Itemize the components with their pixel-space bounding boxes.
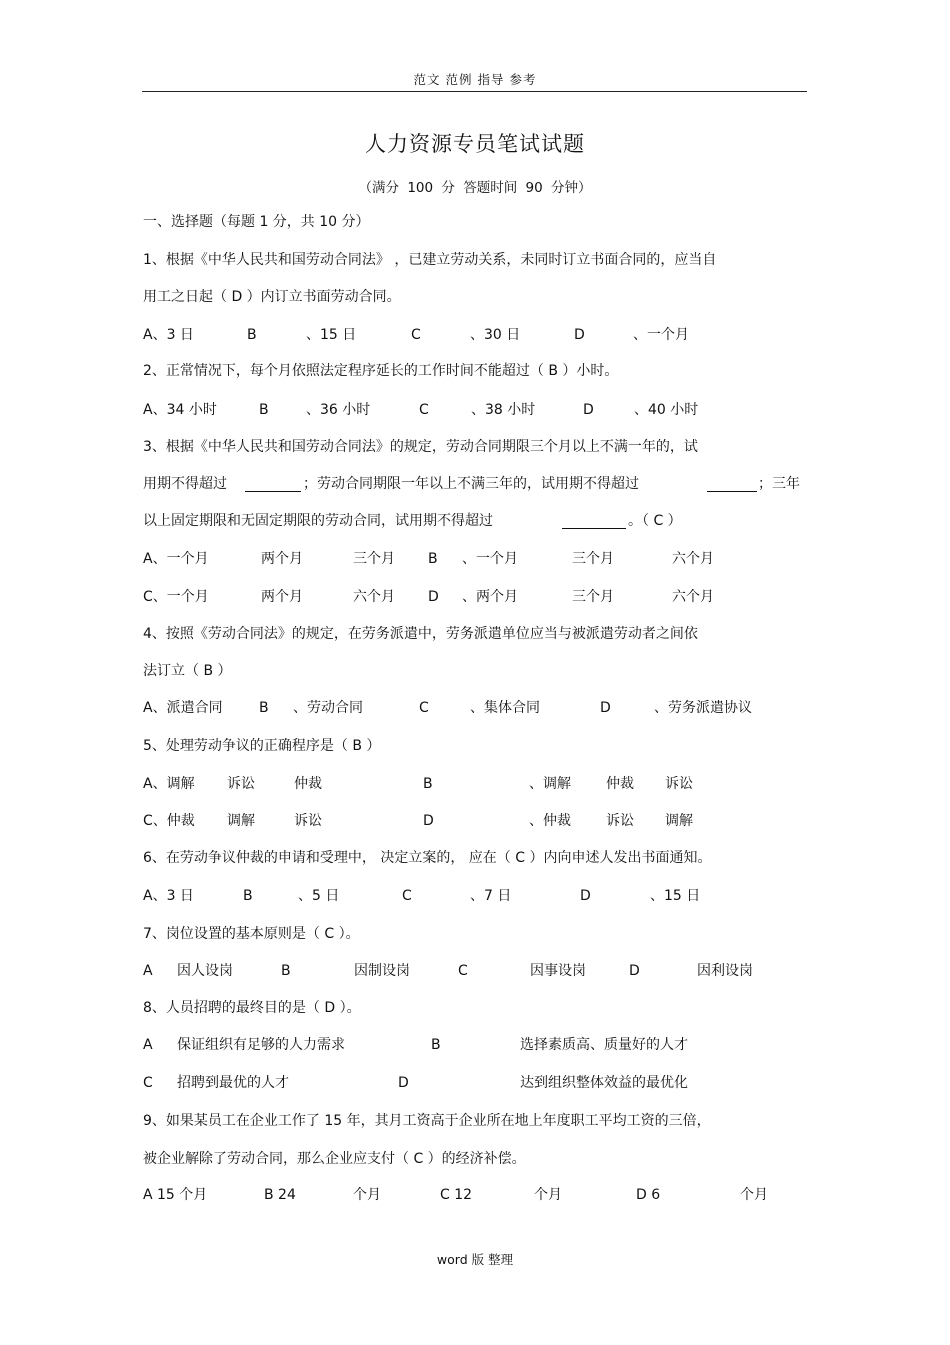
option-label: 两个月 — [261, 551, 303, 567]
option-label: 两个月 — [261, 589, 303, 605]
section-heading: 一、选择题（每题 1 分，共 10 分） — [143, 214, 370, 230]
option-label: D — [583, 402, 594, 418]
question-4-stem: 4、按照《劳动合同法》的规定，在劳务派遣中，劳务派遣单位应当与被派遣劳动者之间依 — [143, 626, 698, 642]
option-label: 因制设岗 — [354, 963, 410, 979]
question-3-text: ；劳动合同期限一年以上不满三年的，试用期不得超过 — [303, 476, 639, 492]
option-label: A、3 日 — [143, 327, 194, 343]
option-label: A、34 小时 — [143, 402, 217, 418]
option-label: A、派遣合同 — [143, 700, 223, 716]
option-label: 、15 日 — [306, 327, 357, 343]
option-label: 因事设岗 — [530, 963, 586, 979]
question-6-stem: 6、在劳动争议仲裁的申请和受理中， 决定立案的， 应在（ C ）内向申述人发出书面通知。 — [143, 850, 712, 866]
option-label: 三个月 — [572, 551, 614, 567]
option-label: C — [458, 963, 468, 979]
option-label: C — [402, 888, 412, 904]
option-label: C、一个月 — [143, 589, 209, 605]
option-label: C — [419, 700, 429, 716]
question-3-text: ；三年 — [758, 476, 800, 492]
option-label: 、仲裁 — [529, 813, 571, 829]
option-label: B — [431, 1037, 441, 1053]
answer-blank — [245, 477, 301, 492]
option-label: 选择素质高、质量好的人才 — [520, 1037, 688, 1053]
option-label: 、调解 — [529, 776, 571, 792]
option-label: 调解 — [665, 813, 693, 829]
option-label: C 12 — [440, 1187, 473, 1203]
option-label: B — [423, 776, 433, 792]
option-label: 仲裁 — [294, 776, 322, 792]
answer-blank — [562, 514, 626, 529]
option-label: 、一个月 — [462, 551, 518, 567]
option-label: A — [143, 963, 153, 979]
option-label: 、36 小时 — [306, 402, 371, 418]
option-label: 、集体合同 — [470, 700, 540, 716]
option-label: B — [259, 700, 269, 716]
option-label: D — [600, 700, 611, 716]
question-3-stem: 3、根据《中华人民共和国劳动合同法》的规定，劳动合同期限三个月以上不满一年的，试 — [143, 439, 698, 455]
question-2-stem: 2、正常情况下，每个月依照法定程序延长的工作时间不能超过（ B ）小时。 — [143, 363, 619, 379]
option-label: 、15 日 — [650, 888, 701, 904]
option-label: B — [247, 327, 257, 343]
option-label: 诉讼 — [294, 813, 322, 829]
option-label: C、仲裁 — [143, 813, 195, 829]
option-label: D — [428, 589, 439, 605]
question-3-text: 以上固定期限和无固定期限的劳动合同，试用期不得超过 — [143, 513, 493, 529]
option-label: 三个月 — [353, 551, 395, 567]
option-label: 、7 日 — [470, 888, 512, 904]
question-9-stem-cont: 被企业解除了劳动合同，那么企业应支付（ C ）的经济补偿。 — [143, 1151, 526, 1167]
option-label: 个月 — [534, 1187, 562, 1203]
option-label: C — [411, 327, 421, 343]
page-footer: word 版 整理 — [436, 1252, 514, 1267]
option-label: D 6 — [636, 1187, 661, 1203]
option-label: 达到组织整体效益的最优化 — [520, 1075, 688, 1091]
option-label: B — [243, 888, 253, 904]
option-label: 因人设岗 — [177, 963, 233, 979]
option-label: 、5 日 — [298, 888, 340, 904]
question-3-answer: 。（ C ） — [628, 513, 682, 529]
document-title: 人力资源专员笔试试题 — [365, 132, 585, 156]
option-label: A、调解 — [143, 776, 195, 792]
option-label: B 24 — [264, 1187, 296, 1203]
option-label: 诉讼 — [665, 776, 693, 792]
option-label: D — [398, 1075, 409, 1091]
header-divider — [142, 91, 807, 92]
option-label: 保证组织有足够的人力需求 — [177, 1037, 345, 1053]
option-label: 三个月 — [572, 589, 614, 605]
option-label: 、30 日 — [470, 327, 521, 343]
option-label: 个月 — [353, 1187, 381, 1203]
option-label: 、劳务派遣协议 — [654, 700, 752, 716]
option-label: D — [423, 813, 434, 829]
option-label: B — [281, 963, 291, 979]
option-label: 、40 小时 — [634, 402, 699, 418]
option-label: 六个月 — [672, 551, 714, 567]
question-8-stem: 8、人员招聘的最终目的是（ D ）。 — [143, 1000, 361, 1016]
document-subtitle: （满分 100 分 答题时间 90 分钟） — [358, 180, 592, 196]
option-label: A、3 日 — [143, 888, 194, 904]
question-9-stem: 9、如果某员工在企业工作了 15 年，其月工资高于企业所在地上年度职工平均工资的三倍， — [143, 1113, 711, 1129]
option-label: 因利设岗 — [697, 963, 753, 979]
option-label: C — [419, 402, 429, 418]
option-label: 、38 小时 — [471, 402, 536, 418]
option-label: 、两个月 — [462, 589, 518, 605]
option-label: 、一个月 — [633, 327, 689, 343]
option-label: A — [143, 1037, 153, 1053]
question-1-stem: 1、根据《中华人民共和国劳动合同法》 ，已建立劳动关系，未同时订立书面合同的，应当自 — [143, 252, 717, 268]
option-label: 诉讼 — [606, 813, 634, 829]
option-label: B — [259, 402, 269, 418]
question-3-text: 用期不得超过 — [143, 476, 227, 492]
option-label: 仲裁 — [606, 776, 634, 792]
page-header: 范文 范例 指导 参考 — [413, 72, 537, 87]
option-label: 诉讼 — [227, 776, 255, 792]
option-label: A、一个月 — [143, 551, 209, 567]
question-1-stem-cont: 用工之日起（ D ）内订立书面劳动合同。 — [143, 289, 401, 305]
question-4-stem-cont: 法订立（ B ） — [143, 663, 232, 679]
option-label: D — [580, 888, 591, 904]
option-label: 个月 — [740, 1187, 768, 1203]
option-label: C — [143, 1075, 153, 1091]
option-label: D — [574, 327, 585, 343]
option-label: 、劳动合同 — [293, 700, 363, 716]
question-5-stem: 5、处理劳动争议的正确程序是（ B ） — [143, 738, 381, 754]
option-label: 六个月 — [672, 589, 714, 605]
option-label: B — [428, 551, 438, 567]
option-label: 招聘到最优的人才 — [177, 1075, 289, 1091]
option-label: D — [629, 963, 640, 979]
option-label: 调解 — [227, 813, 255, 829]
question-7-stem: 7、岗位设置的基本原则是（ C ）。 — [143, 926, 360, 942]
option-label: A 15 个月 — [143, 1187, 208, 1203]
answer-blank — [707, 477, 757, 492]
option-label: 六个月 — [353, 589, 395, 605]
